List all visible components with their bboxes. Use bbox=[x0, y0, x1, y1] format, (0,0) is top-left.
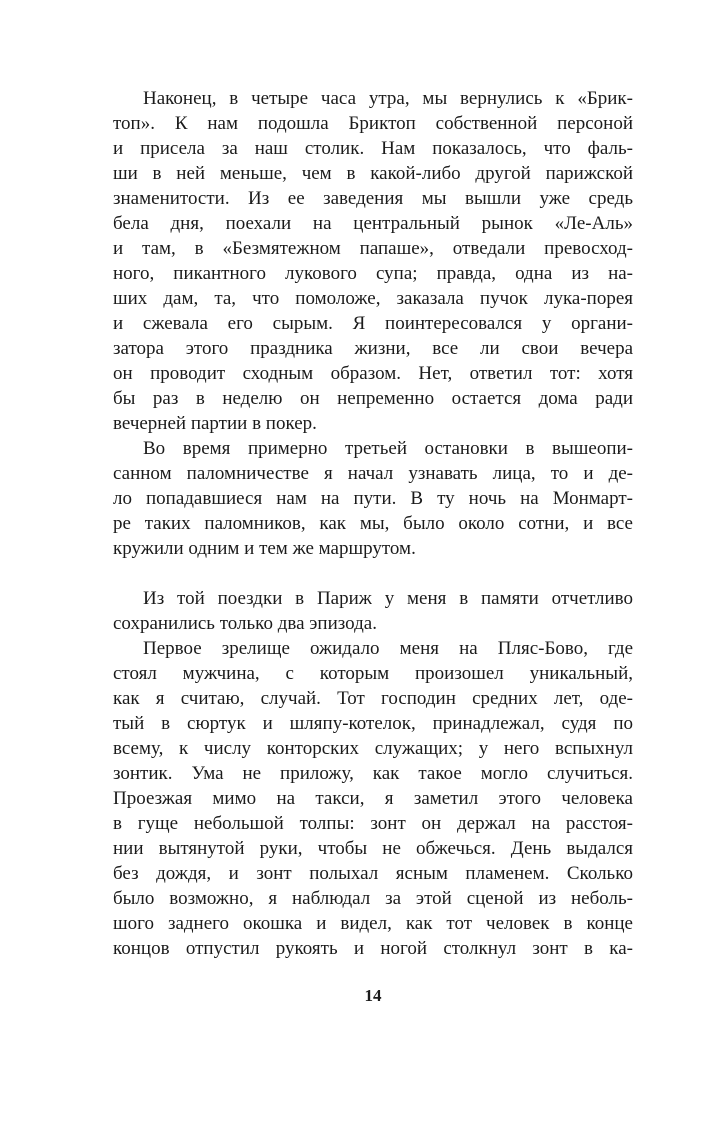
text-line: и там, в «Безмятежном папаше», отведали превосход- bbox=[113, 238, 633, 259]
text-line: Наконец, в четыре часа утра, мы вернулись к «Брик- bbox=[143, 88, 633, 109]
text-line: в гуще небольшой толпы: зонт он держал на расстоя- bbox=[113, 813, 633, 834]
text-line: тый в сюртук и шляпу-котелок, принадлежал, судя по bbox=[113, 713, 633, 734]
text-line: без дождя, и зонт полыхал ясным пламенем. Сколько bbox=[113, 863, 633, 884]
text-line: Первое зрелище ожидало меня на Пляс-Бово, где bbox=[143, 638, 633, 659]
text-line: затора этого праздника жизни, все ли свои вечера bbox=[113, 338, 633, 359]
text-line: шого заднего окошка и видел, как тот человек в конце bbox=[113, 913, 633, 934]
text-line: сохранились только два эпизода. bbox=[113, 613, 377, 634]
text-line: Во время примерно третьей остановки в вышеопи- bbox=[143, 438, 633, 459]
paragraph bbox=[113, 436, 633, 561]
text-line: бы раз в неделю он непременно остается дома ради bbox=[113, 388, 633, 409]
text-line: кружили одним и тем же маршрутом. bbox=[113, 538, 416, 559]
text-line: он проводит сходным образом. Нет, ответил тот: хотя bbox=[113, 363, 633, 384]
text-line: было возможно, я наблюдал за этой сценой из неболь- bbox=[113, 888, 633, 909]
text-line: Из той поездки в Париж у меня в памяти отчетливо bbox=[143, 588, 633, 609]
text-line: как я считаю, случай. Тот господин средних лет, оде- bbox=[113, 688, 633, 709]
text-line: и присела за наш столик. Нам показалось, что фаль- bbox=[113, 138, 633, 159]
text-line: ши в ней меньше, чем в какой-либо другой парижской bbox=[113, 163, 633, 184]
text-line: и сжевала его сырым. Я поинтересовался у органи- bbox=[113, 313, 633, 334]
paragraph bbox=[113, 636, 633, 961]
text-line: стоял мужчина, с которым произошел уникальный, bbox=[113, 663, 633, 684]
text-block bbox=[113, 86, 633, 961]
paragraph bbox=[113, 586, 633, 636]
text-line: ших дам, та, что помоложе, заказала пучок лука-порея bbox=[113, 288, 633, 309]
text-line: ре таких паломников, как мы, было около сотни, и все bbox=[113, 513, 633, 534]
text-line: нии вытянутой руки, чтобы не обжечься. День выдался bbox=[113, 838, 633, 859]
text-line: Проезжая мимо на такси, я заметил этого человека bbox=[113, 788, 633, 809]
text-line: топ». К нам подошла Бриктоп собственной персоной bbox=[113, 113, 633, 134]
text-line: всему, к числу конторских служащих; у него вспыхнул bbox=[113, 738, 633, 759]
text-line: ного, пикантного лукового супа; правда, одна из на- bbox=[113, 263, 633, 284]
text-line: концов отпустил рукоять и ногой столкнул зонт в ка- bbox=[113, 938, 633, 959]
text-line: вечерней партии в покер. bbox=[113, 413, 317, 434]
text-column bbox=[113, 86, 633, 1008]
text-line: зонтик. Ума не приложу, как такое могло случиться. bbox=[113, 763, 633, 784]
page-number: 14 bbox=[364, 986, 382, 1005]
text-line: бела дня, поехали на центральный рынок «Ле-Аль» bbox=[113, 213, 633, 234]
text-line: санном паломничестве я начал узнавать лица, то и де- bbox=[113, 463, 633, 484]
text-line: ло попадавшиеся нам на пути. В ту ночь на Монмарт- bbox=[113, 488, 633, 509]
text-line: знаменитости. Из ее заведения мы вышли уже средь bbox=[113, 188, 633, 209]
paragraph bbox=[113, 86, 633, 436]
